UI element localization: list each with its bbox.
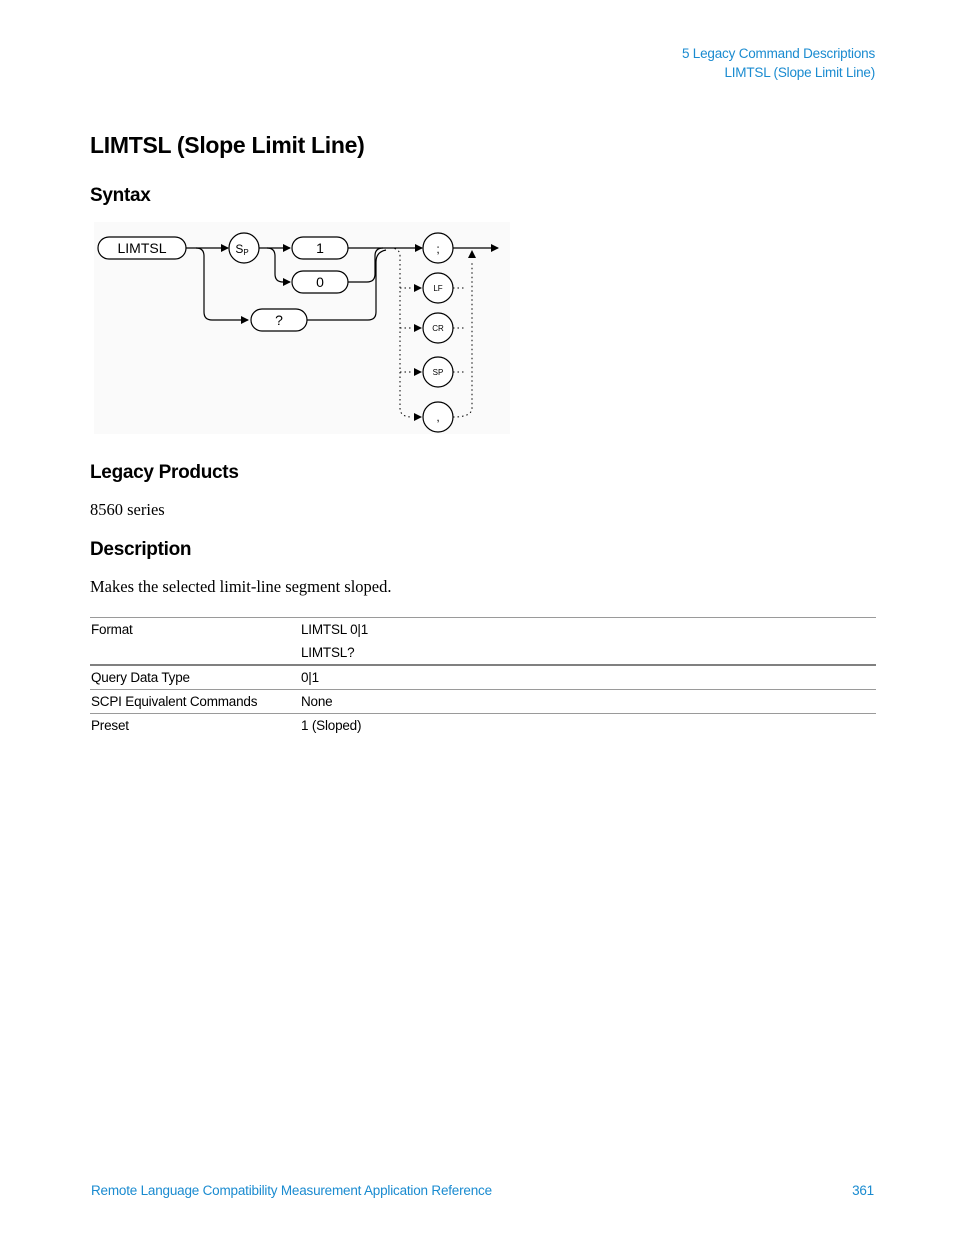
running-footer xyxy=(91,1183,874,1198)
running-header xyxy=(682,44,875,82)
table-row xyxy=(90,618,876,666)
legacy-products-text: 8560 series xyxy=(90,500,165,519)
page-title: LIMTSL (Slope Limit Line) xyxy=(90,132,365,158)
term-lf-label: LF xyxy=(433,284,443,293)
header-section[interactable]: LIMTSL (Slope Limit Line) xyxy=(724,65,875,80)
header-chapter[interactable]: 5 Legacy Command Descriptions xyxy=(681,46,875,61)
term-comma-label: , xyxy=(436,410,440,424)
term-semicolon-label: ; xyxy=(436,242,440,256)
format-value-set: LIMTSL 0|1 xyxy=(301,622,369,637)
term-sp-label: SP xyxy=(432,368,444,377)
table-row xyxy=(90,690,876,714)
scpi-equivalent-label: SCPI Equivalent Commands xyxy=(91,694,258,709)
properties-table xyxy=(90,617,876,737)
scpi-equivalent-value: None xyxy=(301,694,333,709)
syntax-diagram xyxy=(90,222,510,434)
term-cr-label: CR xyxy=(432,324,444,333)
table-row xyxy=(90,665,876,690)
format-value xyxy=(300,618,876,666)
query-data-type-value: 0|1 xyxy=(301,670,319,685)
preset-value: 1 (Sloped) xyxy=(301,718,362,733)
legacy-products-heading: Legacy Products xyxy=(90,462,239,483)
format-value-query: LIMTSL? xyxy=(301,645,355,660)
description-text: Makes the selected limit-line segment sloped. xyxy=(90,577,392,596)
query-label: ? xyxy=(275,312,283,328)
page-number: 361 xyxy=(852,1183,874,1198)
syntax-heading: Syntax xyxy=(90,185,151,206)
preset-label: Preset xyxy=(91,718,129,733)
option-0-label: 0 xyxy=(316,274,324,290)
option-1-label: 1 xyxy=(316,240,324,256)
query-data-type-label: Query Data Type xyxy=(91,670,190,685)
footer-doc-title[interactable]: Remote Language Compatibility Measurement Application Reference xyxy=(91,1183,492,1198)
sp-label: SP xyxy=(235,242,249,257)
format-label: Format xyxy=(91,622,133,637)
table-row xyxy=(90,714,876,738)
command-label: LIMTSL xyxy=(117,240,167,256)
description-heading: Description xyxy=(90,539,192,560)
